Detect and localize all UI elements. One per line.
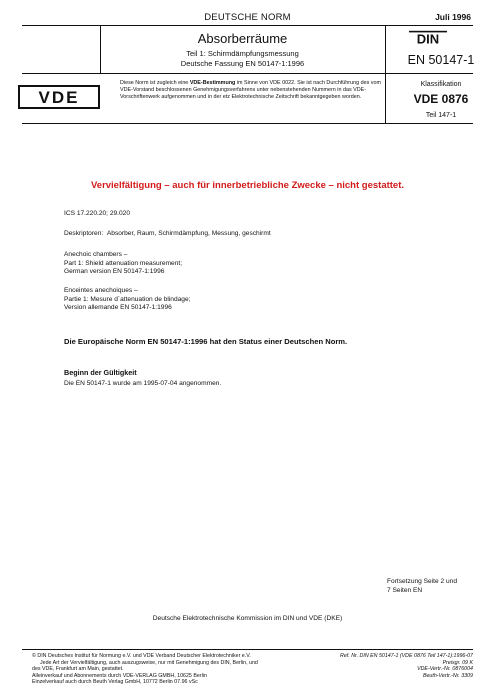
document-type-header: DEUTSCHE NORM — [204, 12, 291, 23]
ics-code: ICS 17.220.20; 29.020 — [64, 210, 130, 217]
vde-logo-text: VDE — [38, 88, 80, 107]
notice-divider-right — [385, 73, 386, 123]
title-block-rule — [22, 73, 473, 74]
publication-date: Juli 1996 — [435, 12, 471, 22]
validity-heading: Beginn der Gültigkeit — [64, 368, 137, 377]
commission-line: Deutsche Elektrotechnische Kommission im DIN und VDE (DKE) — [152, 615, 343, 622]
title-divider-right — [385, 25, 386, 73]
copyright-footer: © DIN Deutsches Institut für Normung e.V. und VDE Verband Deutscher Elektrotechniker e.V. Jede Art der Vervielfältigung, auch auszugsweise, nur mit Genehmigung des DIN, Berlin, und des VDE, Frankfurt am Main, gestattet. Alleinverkauf und Abonnements durch VDE-VERLAG GMBH, 10625 Berlin Einzelverkauf auch durch Beuth Verlag GmbH, 10772 Berlin 07.96 vSc — [32, 653, 258, 686]
en-standard-number: EN 50147-1 — [407, 53, 475, 67]
vde-classification-part: Teil 147-1 — [425, 112, 457, 119]
descriptors-label: Deskriptoren: — [64, 230, 104, 237]
vde-notice: Diese Norm ist zugleich eine VDE-Bestimmung im Sinne von VDE 0022. Sie ist nach Durchführung des vom VDE-Vorstand beschlossenen Genehmigungsverfahrens unter nebenstehenden Nummern in das VDE-Vorschriftenwerk aufgenommen und in der etz Elektrotechnische Zeitschrift bekanntgegeben worden. — [120, 80, 381, 101]
document-part-title: Teil 1: Schirmdämpfungsmessung — [186, 49, 299, 58]
din-logo — [408, 30, 448, 46]
header-rule — [22, 25, 473, 26]
footer-rule — [22, 649, 473, 650]
english-title: Anechoic chambers – Part 1: Shield attenuation measurement; German version EN 50147-1:1996 — [64, 251, 183, 276]
notice-block-rule — [22, 123, 473, 124]
document-version: Deutsche Fassung EN 50147-1:1996 — [180, 59, 305, 68]
classification-label: Klassifikation — [420, 81, 462, 88]
continuation-note: Fortsetzung Seite 2 und 7 Seiten EN — [387, 578, 458, 594]
vde-classification-number: VDE 0876 — [413, 92, 469, 106]
document-title: Absorberräume — [197, 31, 288, 46]
descriptors — [64, 230, 271, 239]
validity-text: Die EN 50147-1 wurde am 1995-07-04 angenommen. — [64, 380, 222, 387]
reproduction-warning: Vervielfältigung – auch für innerbetriebliche Zwecke – nicht gestattet. — [90, 180, 405, 191]
vde-logo — [18, 85, 100, 109]
din-logo-text: DIN — [416, 31, 440, 46]
status-statement: Die Europäische Norm EN 50147-1:1996 hat den Status einer Deutschen Norm. — [64, 337, 348, 346]
french-title: Enceintes anechoiques – Partie 1: Mesure d´attenuation de blindage; Version allemande EN 50147-1:1996 — [64, 287, 191, 312]
reference-footer: Ref. Nr. DIN EN 50147-1 (VDE 0876 Teil 147-1):1996-07 Preisgr. 09 K VDE-Vertr.-Nr. 0876004 Beuth-Vertr.-Nr. 3309 — [340, 653, 473, 679]
descriptors-value: Absorber, Raum, Schirmdämpfung, Messung, geschirmt — [106, 230, 271, 237]
